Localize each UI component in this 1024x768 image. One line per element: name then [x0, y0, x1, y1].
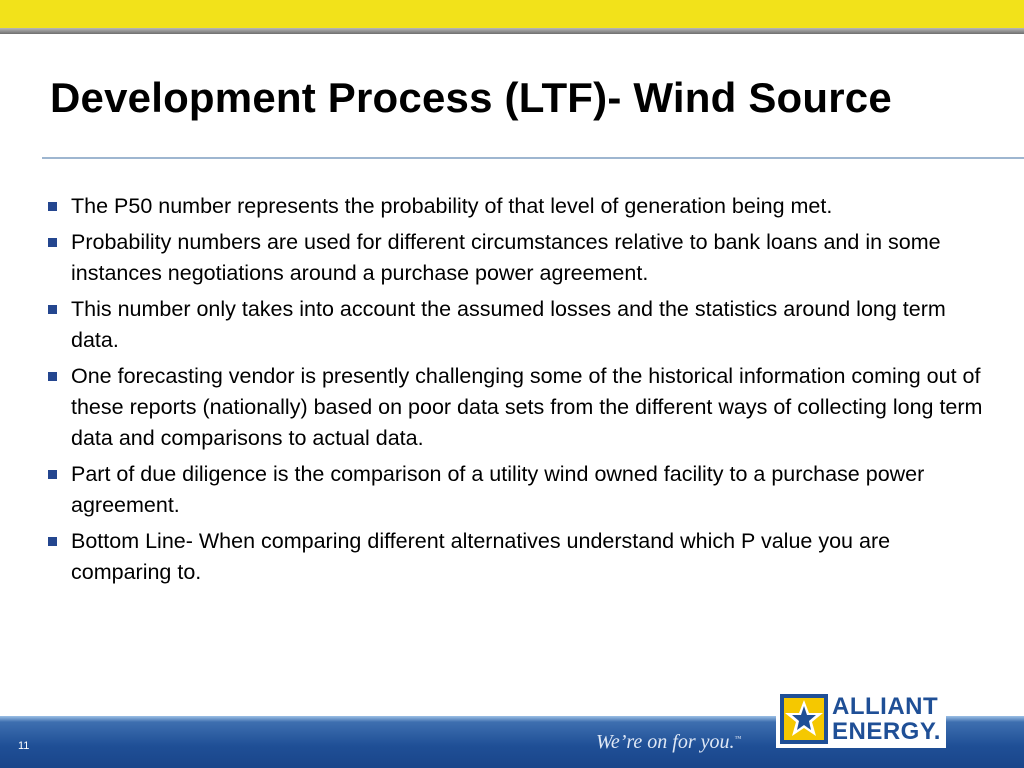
- bullet-text: Part of due diligence is the comparison of a utility wind owned facility to a purchase power agreement.: [71, 462, 925, 517]
- square-bullet-icon: [48, 238, 57, 247]
- bullet-text: Probability numbers are used for different circumstances relative to bank loans and in some instances negotiations around a purchase power agreement.: [71, 230, 941, 285]
- star-icon: [780, 694, 828, 744]
- bullet-item: [40, 227, 990, 289]
- square-bullet-icon: [48, 305, 57, 314]
- company-logo: [776, 691, 946, 748]
- page-number: 11: [18, 740, 30, 752]
- title-divider: [42, 157, 1024, 159]
- bullet-item: [40, 526, 990, 588]
- top-accent-bar: [0, 0, 1024, 34]
- square-bullet-icon: [48, 202, 57, 211]
- slide-title: Development Process (LTF)- Wind Source: [50, 74, 892, 121]
- tagline-text: We’re on for you.: [596, 731, 735, 753]
- tagline: [596, 731, 741, 754]
- bullet-item: [40, 191, 990, 222]
- bullet-text: The P50 number represents the probability of that level of generation being met.: [71, 194, 833, 218]
- square-bullet-icon: [48, 372, 57, 381]
- bullet-list: [40, 191, 990, 593]
- logo-wordmark-line2: ENERGY.: [832, 718, 941, 745]
- bullet-item: [40, 459, 990, 521]
- logo-wordmark-line1: ALLIANT: [832, 693, 939, 720]
- bullet-text: Bottom Line- When comparing different alternatives understand which P value you are comparing to.: [71, 529, 891, 584]
- bullet-item: [40, 361, 990, 454]
- square-bullet-icon: [48, 470, 57, 479]
- bullet-text: One forecasting vendor is presently challenging some of the historical information coming out of these reports (nationally) based on poor data sets from the different ways of collecting long term data and comparisons to actual data.: [71, 364, 983, 450]
- square-bullet-icon: [48, 537, 57, 546]
- trademark-mark: ™: [734, 734, 742, 743]
- bullet-text: This number only takes into account the assumed losses and the statistics around long term data.: [71, 297, 946, 352]
- bullet-item: [40, 294, 990, 356]
